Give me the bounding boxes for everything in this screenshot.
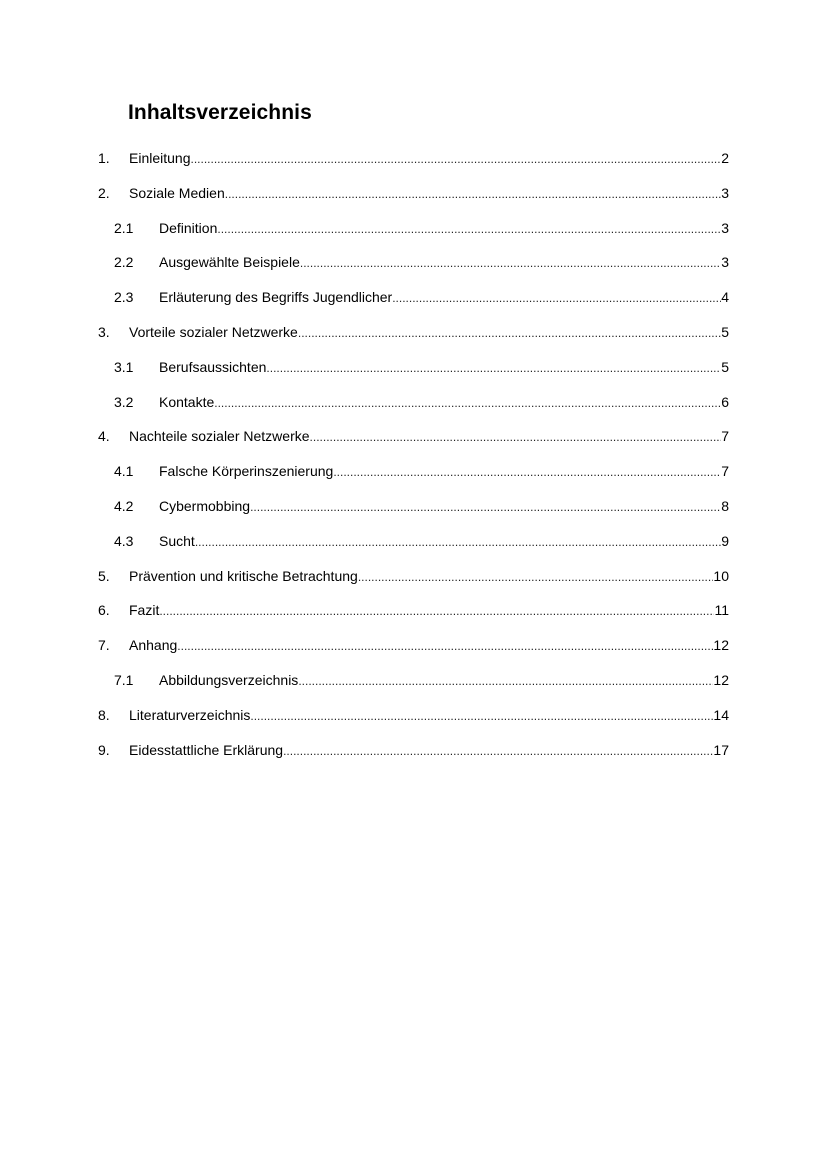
toc-entry-page: 3 (721, 254, 729, 271)
toc-entry-number: 7. (98, 637, 110, 654)
toc-entry[interactable] (98, 454, 729, 489)
toc-entry[interactable] (98, 733, 729, 768)
toc-entry-title: Anhang (129, 637, 178, 654)
dot-leader (250, 699, 713, 734)
toc-entry-number: 2. (98, 184, 110, 201)
toc-entry[interactable] (98, 176, 729, 211)
toc-entry-number: 5. (98, 567, 110, 584)
dot-leader (191, 142, 722, 177)
dot-leader (195, 525, 721, 560)
toc-entry-page: 11 (714, 602, 729, 619)
toc-entry-number: 1. (98, 150, 110, 166)
toc-entry-page: 3 (721, 184, 729, 201)
toc-entry-number: 2.1 (114, 219, 134, 236)
toc-entry-number: 9. (98, 741, 110, 758)
dot-leader (298, 316, 721, 351)
toc-entry-page: 4 (721, 289, 729, 306)
dot-leader (283, 734, 713, 769)
toc-entry-title: Literaturverzeichnis (129, 706, 251, 723)
toc-entry-row (159, 489, 729, 525)
toc-list (98, 141, 729, 767)
toc-entry[interactable] (98, 245, 729, 280)
toc-entry-page: 12 (713, 671, 729, 688)
toc-entry[interactable] (98, 385, 729, 420)
toc-entry[interactable] (98, 350, 729, 385)
dot-leader (333, 455, 721, 490)
toc-entry-title: Cybermobbing (159, 497, 251, 514)
toc-entry-page: 3 (721, 219, 729, 236)
toc-entry-title: Prävention und kritische Betrachtung (129, 567, 358, 584)
dot-leader (392, 281, 721, 316)
toc-entry-row (129, 141, 729, 177)
toc-entry-row (129, 419, 729, 455)
toc-entry[interactable] (98, 489, 729, 524)
toc-entry-page: 17 (713, 741, 729, 758)
toc-entry-title: Eidesstattliche Erklärung (129, 741, 284, 758)
toc-entry-title: Fazit (129, 602, 160, 619)
toc-entry-number: 6. (98, 602, 110, 619)
toc-entry-title: Soziale Medien (129, 184, 225, 201)
toc-entry-title: Erläuterung des Begriffs Jugendlicher (159, 289, 393, 306)
toc-entry-number: 3. (98, 323, 110, 340)
toc-entry[interactable] (98, 663, 729, 698)
toc-entry-number: 4. (98, 428, 110, 445)
toc-entry-page: 7 (721, 463, 729, 480)
toc-entry[interactable] (98, 593, 729, 628)
toc-entry[interactable] (98, 559, 729, 594)
toc-entry-page: 14 (713, 706, 729, 723)
toc-entry-number: 2.2 (114, 254, 134, 271)
dot-leader (225, 177, 721, 212)
toc-entry-number: 7.1 (114, 671, 134, 688)
toc-entry-number: 8. (98, 706, 110, 723)
toc-entry-number: 4.3 (114, 532, 134, 549)
toc-entry-title: Nachteile sozialer Netzwerke (129, 428, 310, 445)
toc-entry-title: Berufsaussichten (159, 358, 267, 375)
toc-entry-row (129, 559, 729, 595)
toc-entry-row (129, 593, 729, 629)
toc-entry-page: 7 (721, 428, 729, 445)
dot-leader (217, 212, 721, 247)
toc-entry-page: 6 (721, 393, 729, 410)
toc-entry[interactable] (98, 141, 729, 176)
dot-leader (300, 246, 721, 281)
toc-title: Inhaltsverzeichnis (128, 101, 312, 124)
dot-leader (177, 629, 713, 664)
toc-entry-row (159, 245, 729, 281)
toc-entry-row (129, 176, 729, 212)
toc-entry-row (129, 628, 729, 664)
toc-entry-title: Ausgewählte Beispiele (159, 254, 300, 271)
toc-entry-page: 9 (721, 532, 729, 549)
toc-entry[interactable] (98, 698, 729, 733)
toc-entry-row (159, 211, 729, 247)
toc-entry-row (159, 350, 729, 386)
toc-entry[interactable] (98, 280, 729, 315)
toc-entry-page: 10 (713, 567, 729, 584)
dot-leader (358, 560, 714, 595)
toc-entry[interactable] (98, 419, 729, 454)
toc-entry-row (129, 315, 729, 351)
toc-entry-number: 4.2 (114, 497, 134, 514)
toc-entry-number: 4.1 (114, 463, 134, 480)
toc-entry-row (129, 698, 729, 734)
toc-entry-page: 5 (721, 358, 729, 375)
toc-entry-row (159, 663, 729, 699)
toc-entry-page: 2 (721, 150, 729, 166)
toc-entry-title: Vorteile sozialer Netzwerke (129, 323, 298, 340)
toc-entry-title: Einleitung (129, 150, 191, 166)
toc-entry-title: Definition (159, 219, 218, 236)
toc-entry-title: Sucht (159, 532, 195, 549)
toc-entry-row (159, 280, 729, 316)
toc-entry[interactable] (98, 211, 729, 246)
toc-entry-page: 5 (721, 323, 729, 340)
dot-leader (250, 490, 721, 525)
toc-entry-number: 2.3 (114, 289, 134, 306)
dot-leader (266, 351, 721, 386)
toc-entry[interactable] (98, 524, 729, 559)
toc-entry-row (159, 454, 729, 490)
toc-entry-page: 8 (721, 497, 729, 514)
dot-leader (159, 594, 714, 629)
toc-entry-title: Abbildungsverzeichnis (159, 671, 299, 688)
toc-entry-title: Kontakte (159, 393, 215, 410)
toc-entry[interactable] (98, 628, 729, 663)
toc-entry-number: 3.1 (114, 358, 134, 375)
dot-leader (310, 420, 722, 455)
toc-entry-title: Falsche Körperinszenierung (159, 463, 334, 480)
toc-entry[interactable] (98, 315, 729, 350)
toc-entry-row (159, 524, 729, 560)
toc-entry-page: 12 (713, 637, 729, 654)
toc-entry-row (159, 385, 729, 421)
toc-entry-number: 3.2 (114, 393, 134, 410)
dot-leader (214, 386, 721, 421)
toc-entry-row (129, 733, 729, 769)
dot-leader (298, 664, 713, 699)
